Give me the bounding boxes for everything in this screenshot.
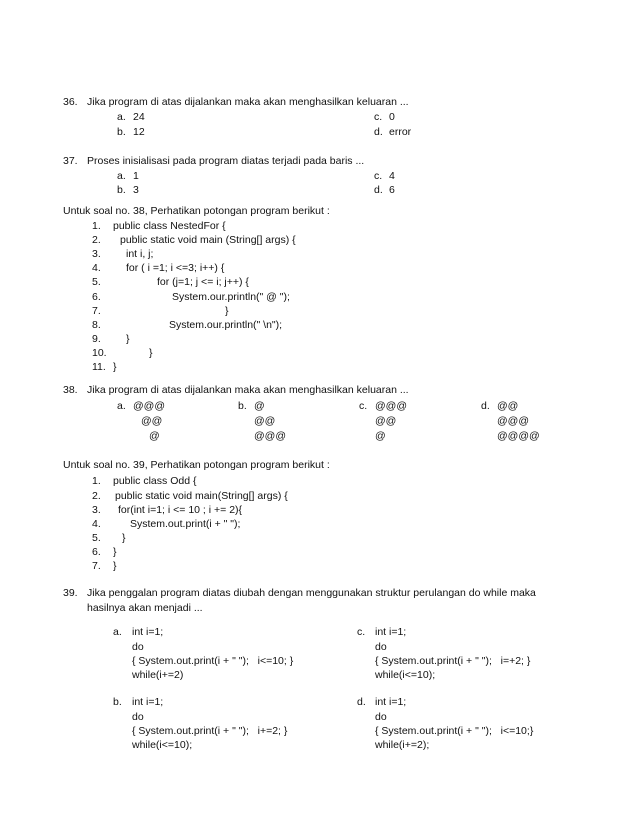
code-line: } [122,532,126,544]
option-text: 4 [389,170,395,182]
option-letter: c. [357,626,366,638]
option-line: while(i+=2); [375,739,430,751]
option-text: 12 [133,126,145,138]
option-letter: c. [374,111,383,123]
code-line: } [113,361,117,373]
option-line: int i=1; [375,626,407,638]
code-line: public static void main(String[] args) { [115,490,288,502]
code-line-number: 3. [92,248,101,260]
code-line: System.our.println(" \n"); [169,319,283,331]
code-line-number: 4. [92,262,101,274]
option-text: 6 [389,184,395,196]
question-text: Jika program di atas dijalankan maka akan menghasilkan keluaran ... [87,384,409,396]
option-line: @@@ [497,415,529,427]
code-line-number: 2. [92,490,101,502]
option-letter: a. [117,170,126,182]
code-line-number: 3. [92,504,101,516]
option-line: { System.out.print(i + " "); i=+2; } [375,655,531,667]
option-letter: d. [481,400,490,412]
option-text: 0 [389,111,395,123]
option-line: @ [254,400,265,412]
question-text: hasilnya akan menjadi ... [87,602,203,614]
option-line: { System.out.print(i + " "); i+=2; } [132,725,288,737]
option-letter: b. [238,400,247,412]
option-line: while(i+=2) [132,669,184,681]
option-letter: d. [374,184,383,196]
code-line-number: 4. [92,518,101,530]
code-line: public class Odd { [113,475,197,487]
option-line: @ [149,430,160,442]
code-line: } [113,546,117,558]
option-line: { System.out.print(i + " "); i<=10; } [132,655,294,667]
option-text: error [389,126,412,138]
intro-38: Untuk soal no. 38, Perhatikan potongan program berikut : [63,205,330,217]
code-line-number: 5. [92,276,101,288]
code-line: } [225,305,229,317]
code-line-number: 9. [92,333,101,345]
code-line: } [126,333,130,345]
code-line: for (j=1; j <= i; j++) { [157,276,249,288]
option-letter: b. [117,184,126,196]
question-number: 38. [63,384,78,396]
code-line-number: 7. [92,305,101,317]
option-line: @@@ [375,400,407,412]
code-line: public class NestedFor { [113,220,226,232]
intro-39: Untuk soal no. 39, Perhatikan potongan program berikut : [63,459,330,471]
question-text: Jika penggalan program diatas diubah dengan menggunakan struktur perulangan do while maka [87,587,536,599]
code-line: System.our.println(" @ "); [172,291,290,303]
option-letter: b. [113,696,122,708]
option-line: @@ [141,415,163,427]
code-line-number: 5. [92,532,101,544]
code-line-number: 7. [92,560,101,572]
code-line: } [113,560,117,572]
code-line: System.out.print(i + " "); [130,518,241,530]
option-letter: d. [374,126,383,138]
code-line-number: 1. [92,220,101,232]
option-letter: d. [357,696,366,708]
option-letter: c. [374,170,383,182]
option-letter: a. [117,111,126,123]
option-line: while(i<=10); [375,669,436,681]
option-line: do [375,711,387,723]
code-line-number: 8. [92,319,101,331]
code-line: int i, j; [126,248,154,260]
option-line: @ [375,430,386,442]
code-line-number: 1. [92,475,101,487]
option-line: @@@@ [497,430,540,442]
option-letter: c. [359,400,368,412]
code-line: public static void main (String[] args) { [120,234,296,246]
code-line-number: 10. [92,347,107,359]
option-letter: a. [113,626,122,638]
option-line: int i=1; [375,696,407,708]
code-line: for(int i=1; i <= 10 ; i += 2){ [118,504,243,516]
code-line-number: 6. [92,546,101,558]
question-number: 36. [63,96,78,108]
option-line: do [375,641,387,653]
option-line: @@ [375,415,397,427]
option-letter: a. [117,400,126,412]
question-text: Proses inisialisasi pada program diatas terjadi pada baris ... [87,155,365,167]
option-line: { System.out.print(i + " "); i<=10;} [375,725,534,737]
code-line-number: 11. [92,361,106,373]
option-line: @@ [497,400,519,412]
option-line: @@ [254,415,276,427]
option-line: @@@ [133,400,165,412]
option-letter: b. [117,126,126,138]
code-line-number: 6. [92,291,101,303]
option-text: 1 [133,170,139,182]
option-line: do [132,641,144,653]
option-line: int i=1; [132,626,164,638]
code-line-number: 2. [92,234,101,246]
question-number: 37. [63,155,78,167]
code-line: } [149,347,153,359]
option-text: 3 [133,184,139,196]
question-number: 39. [63,587,78,599]
option-text: 24 [133,111,145,123]
option-line: int i=1; [132,696,164,708]
code-line: for ( i =1; i <=3; i++) { [126,262,225,274]
question-text: Jika program di atas dijalankan maka akan menghasilkan keluaran ... [87,96,409,108]
option-line: do [132,711,144,723]
option-line: @@@ [254,430,286,442]
option-line: while(i<=10); [132,739,193,751]
